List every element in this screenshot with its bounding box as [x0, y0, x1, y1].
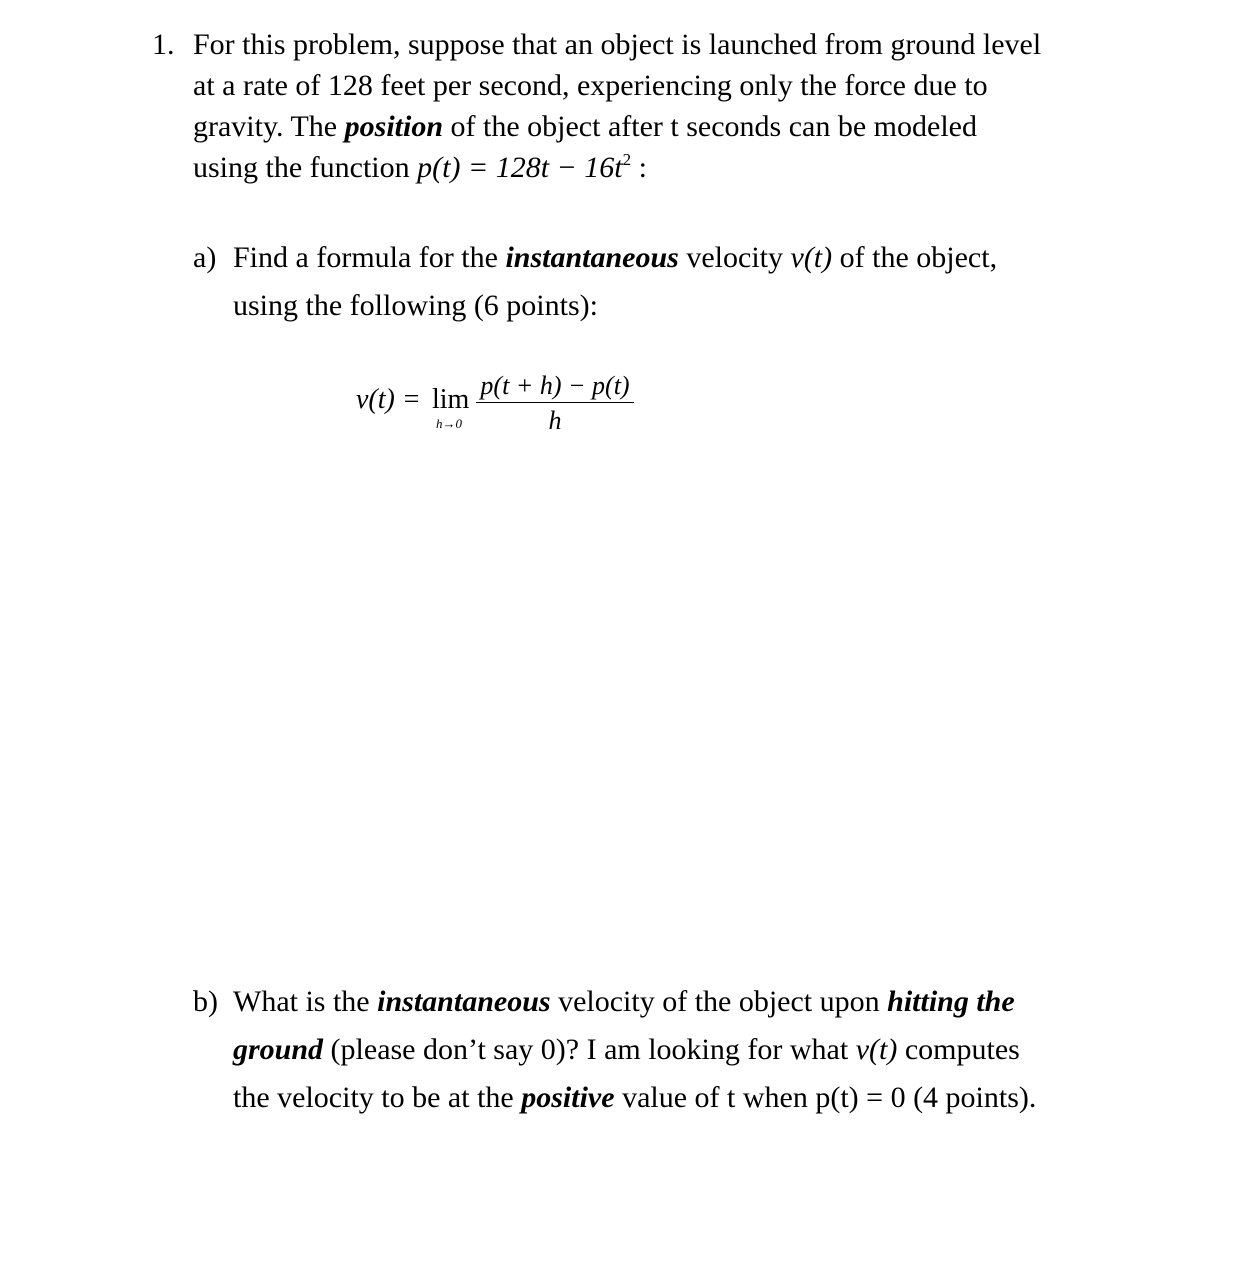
keyword-hitting-the: hitting the	[887, 985, 1015, 1018]
part-a-text	[233, 234, 1113, 330]
formula-lhs: v(t) =	[356, 384, 421, 415]
intro-line-2: at a rate of 128 feet per second, experiencing only the force due to	[193, 69, 988, 102]
problem-number: 1.	[152, 28, 175, 61]
formula-denominator: h	[548, 406, 562, 435]
intro-line-4: using the function $p(t) = 128t - 16t^2$ :	[193, 150, 647, 184]
part-b-text	[233, 978, 1113, 1122]
keyword-instantaneous: instantaneous	[505, 241, 679, 274]
part-b-line-3: the velocity to be at the positive value of t when p(t) = 0 (4 points).	[233, 1081, 1037, 1114]
position-function: p(t) = 128t − 16t	[417, 151, 623, 184]
formula-lim-subscript: h→0	[436, 416, 462, 431]
keyword-positive: positive	[521, 1081, 615, 1114]
part-a-line-2: using the following (6 points):	[233, 289, 598, 322]
velocity-symbol: v(t)	[790, 241, 833, 274]
velocity-symbol: v(t)	[855, 1033, 898, 1066]
part-a-label: a)	[193, 241, 217, 274]
part-b-line-1: What is the instantaneous velocity of the object upon hitting the	[233, 985, 1015, 1018]
intro-line-3: gravity. The position of the object after t seconds can be modeled	[193, 110, 977, 143]
part-a-line-1: Find a formula for the instantaneous velocity v(t) of the object,	[233, 241, 998, 274]
intro-line-1: For this problem, suppose that an object is launched from ground level	[193, 28, 1042, 61]
formula-fraction	[476, 370, 634, 439]
keyword-ground: ground	[233, 1033, 324, 1066]
limit-formula	[356, 370, 656, 440]
exponent: 2	[622, 150, 632, 169]
keyword-instantaneous: instantaneous	[377, 985, 551, 1018]
keyword-position: position	[344, 110, 444, 143]
formula-lim: lim	[432, 384, 470, 415]
part-b-label: b)	[193, 985, 218, 1018]
problem-intro	[193, 24, 1123, 188]
formula-numerator: p(t + h) − p(t)	[476, 370, 634, 403]
part-b-line-2: ground (please don’t say 0)? I am looking for what v(t) computes	[233, 1033, 1020, 1066]
